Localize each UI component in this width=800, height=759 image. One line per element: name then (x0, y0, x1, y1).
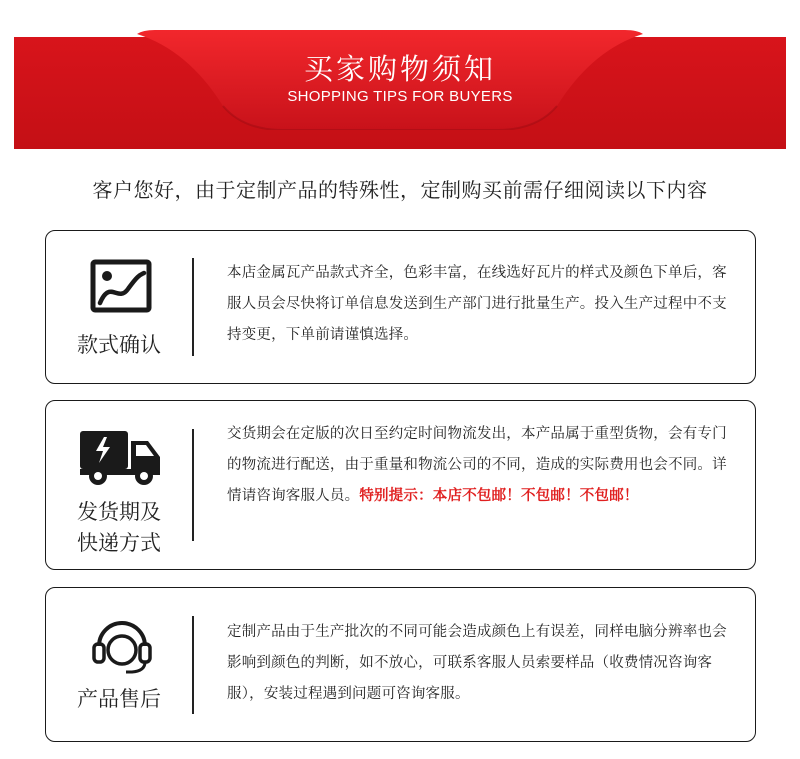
free-shipping-warning: 特别提示：本店不包邮！不包邮！不包邮！ (359, 488, 639, 504)
card-divider (192, 429, 194, 541)
card-divider (192, 258, 194, 356)
style-confirmation-card (45, 230, 756, 384)
intro-text: 客户您好，由于定制产品的特殊性，定制购买前需仔细阅读以下内容 (92, 178, 708, 202)
after-sales-card (45, 587, 756, 742)
shipping-description: 交货期会在定版的次日至约定时间物流发出，本产品属于重型货物，会有专门的物流进行配送，由于重量和物流公司的不同，造成的实际费用也会不同。详情请咨询客服人员。 (227, 426, 727, 504)
shipping-card (45, 400, 756, 570)
card-label-after-sales (46, 684, 192, 715)
card-description: 定制产品由于生产批次的不同可能会造成颜色上有误差，同样电脑分辨率也会影响到颜色的判断，如不放心，可联系客服人员索要样品（收费情况咨询客服），安装过程遇到问题可咨询客服。 (227, 624, 727, 702)
image-picture-icon (90, 259, 152, 313)
card-label-line: 快递方式 (77, 531, 161, 555)
card-label-shipping (46, 497, 192, 559)
card-label-style (46, 330, 192, 361)
delivery-truck-icon (78, 429, 162, 487)
page-subtitle: SHOPPING TIPS FOR BUYERS (287, 88, 513, 105)
card-description: 本店金属瓦产品款式齐全，色彩丰富，在线选好瓦片的样式及颜色下单后，客服人员会尽快将订单信息发送到生产部门进行批量生产。投入生产过程中不支持变更，下单前请谨慎选择。 (227, 265, 727, 343)
card-divider (192, 616, 194, 714)
headset-support-icon (92, 616, 152, 676)
page-title: 买家购物须知 (303, 52, 496, 86)
card-label-line: 款式确认 (77, 333, 161, 357)
card-description (227, 419, 732, 512)
card-label-line: 发货期及 (77, 500, 161, 524)
card-label-line: 产品售后 (77, 687, 161, 711)
